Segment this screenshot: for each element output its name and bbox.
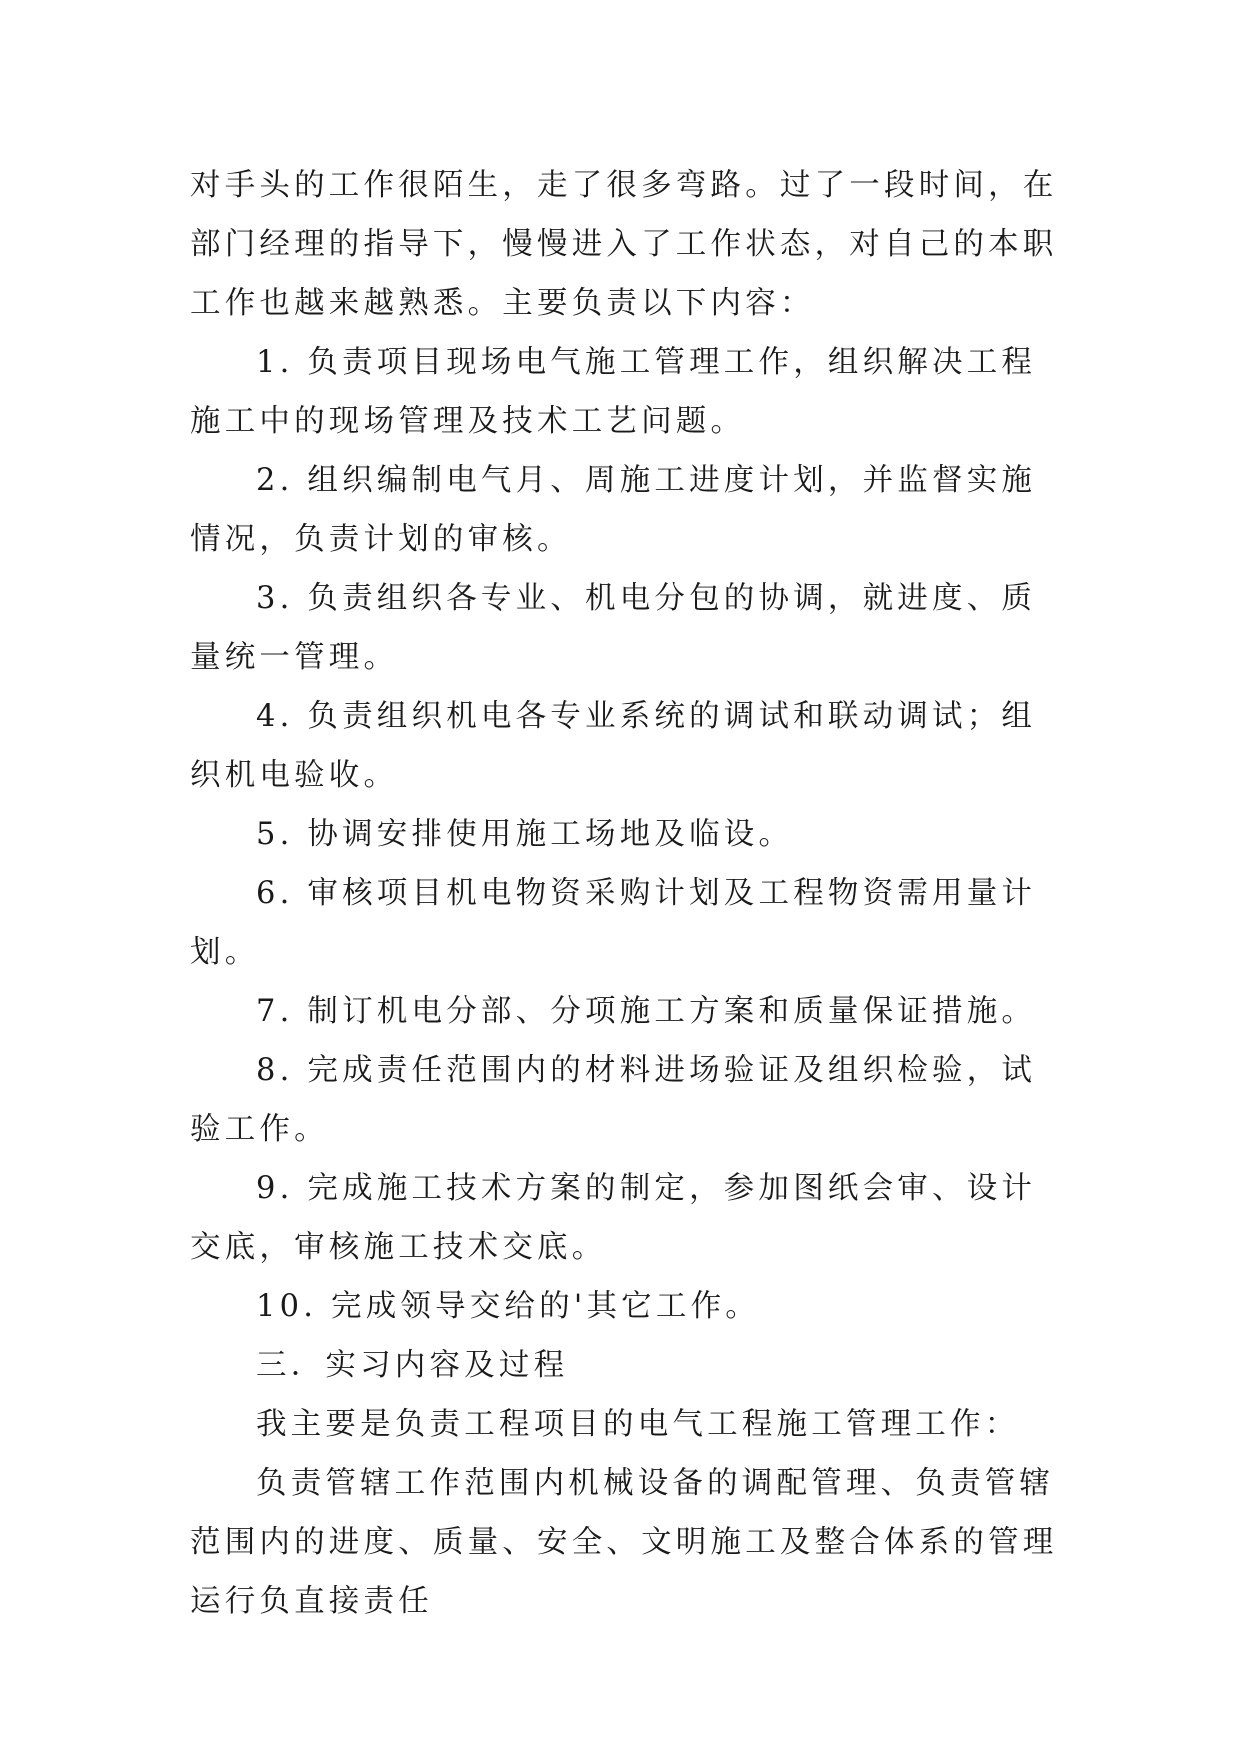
- list-item-5: 5. 协调安排使用施工场地及临设。: [256, 817, 794, 852]
- section-heading: 三．实习内容及过程: [256, 1348, 569, 1383]
- list-item-9: 9. 完成施工技术方案的制定，参加图纸会审、设计交底，审核施工技术交底。: [190, 1171, 1037, 1265]
- paragraph-intro: 对手头的工作很陌生，走了很多弯路。过了一段时间，在部门经理的指导下，慢慢进入了工作状态，对自己的本职工作也越来越熟悉。主要负责以下内容：: [190, 168, 1058, 321]
- list-item-6: 6. 审核项目机电物资采购计划及工程物资需用量计划。: [190, 876, 1037, 970]
- list-item-8: 8. 完成责任范围内的材料进场验证及组织检验，试验工作。: [190, 1053, 1037, 1147]
- list-item-10: 10. 完成领导交给的'其它工作。: [256, 1289, 760, 1324]
- list-item-1: 1. 负责项目现场电气施工管理工作，组织解决工程施工中的现场管理及技术工艺问题。: [190, 345, 1037, 439]
- list-item-7: 7. 制订机电分部、分项施工方案和质量保证措施。: [256, 994, 1037, 1029]
- list-item-3: 3. 负责组织各专业、机电分包的协调，就进度、质量统一管理。: [190, 581, 1037, 675]
- list-item-4: 4. 负责组织机电各专业系统的调试和联动调试；组织机电验收。: [190, 699, 1037, 793]
- document-body: [190, 156, 1070, 1631]
- paragraph-management: 负责管辖工作范围内机械设备的调配管理、负责管辖范围内的进度、质量、安全、文明施工及整合体系的管理运行负直接责任: [190, 1466, 1058, 1619]
- paragraph-responsibility: 我主要是负责工程项目的电气工程施工管理工作：: [256, 1407, 1020, 1442]
- list-item-2: 2. 组织编制电气月、周施工进度计划，并监督实施情况，负责计划的审核。: [190, 463, 1037, 557]
